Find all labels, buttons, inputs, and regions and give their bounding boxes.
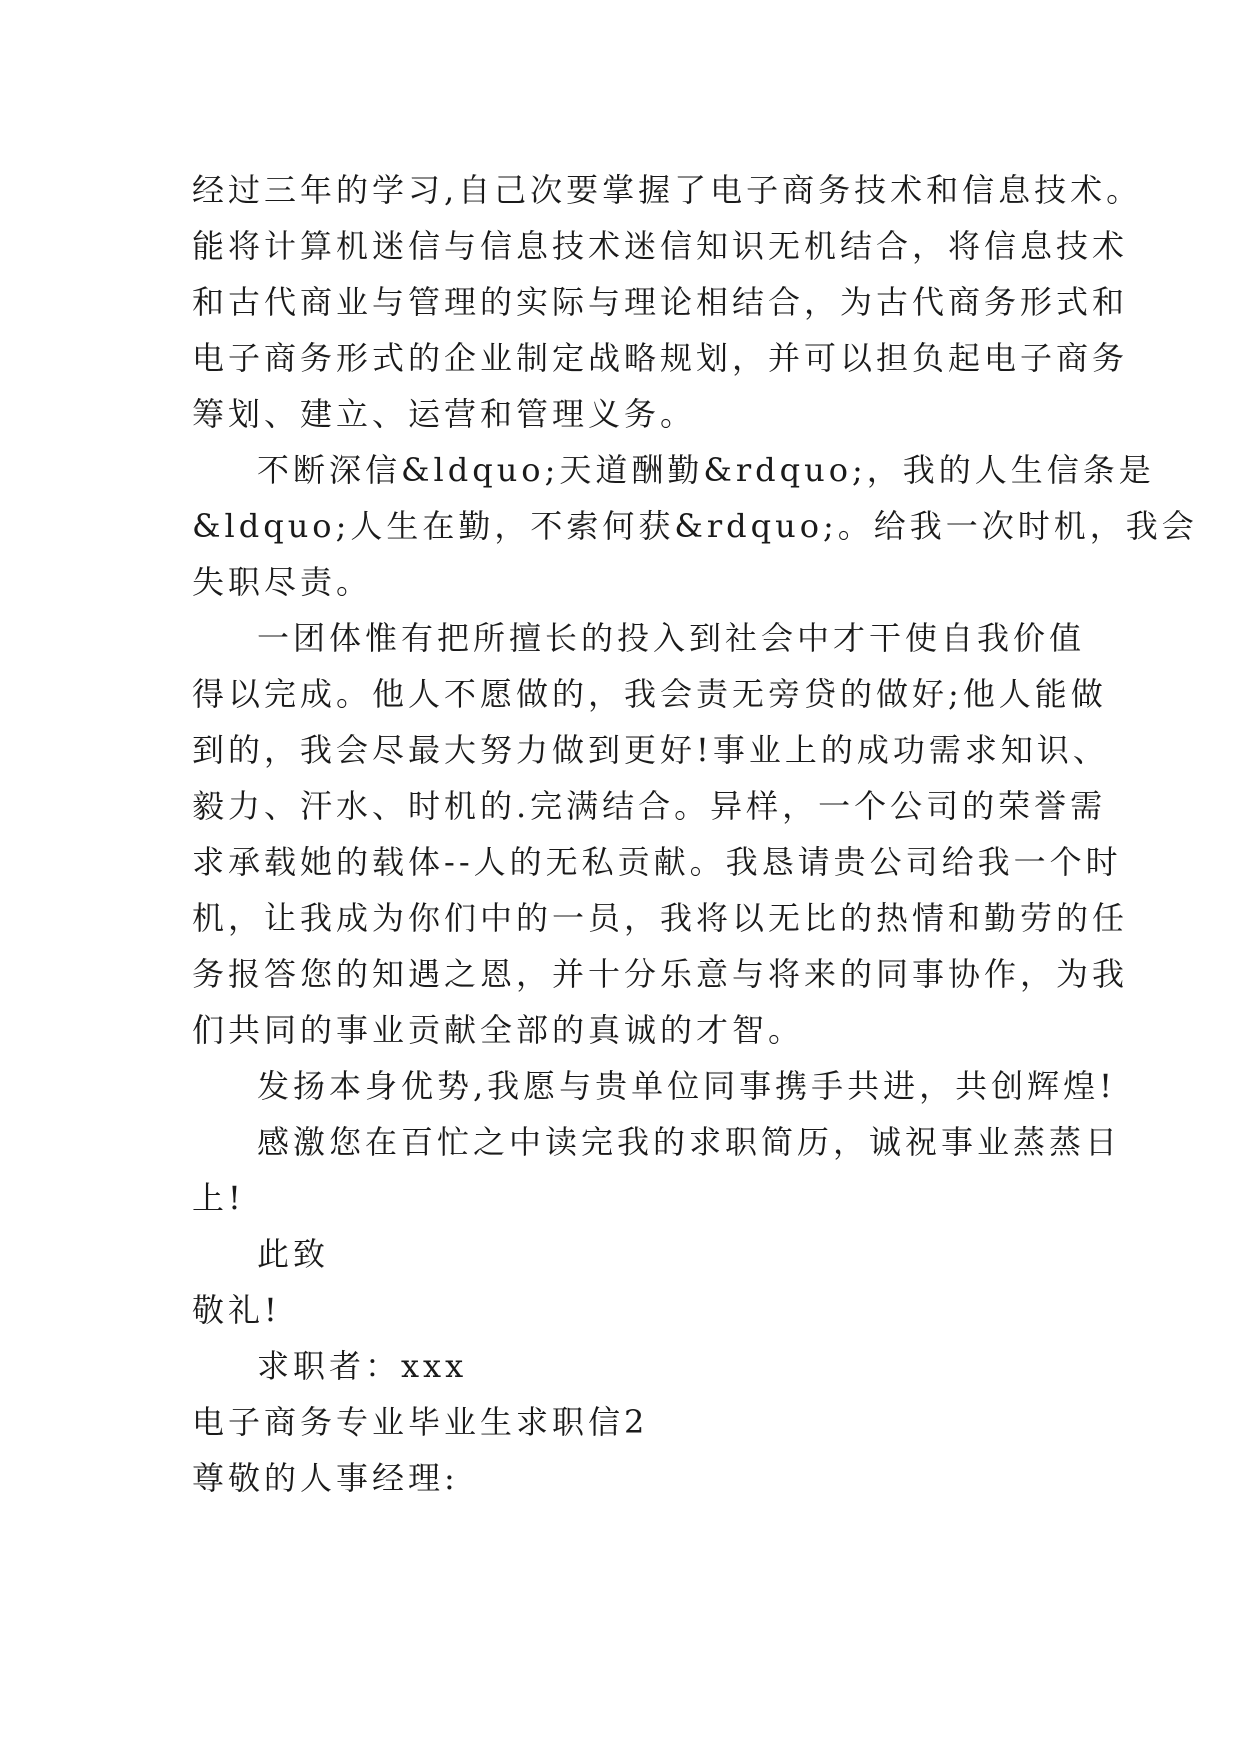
text-line: 毅力、汗水、时机的.完满结合。异样，一个公司的荣誉需 xyxy=(192,787,1107,825)
paragraph-first-line: 一团体惟有把所擅长的投入到社会中才干使自我价值 xyxy=(257,619,1086,657)
greeting: 尊敬的人事经理: xyxy=(192,1459,459,1497)
text-line: 能将计算机迷信与信息技术迷信知识无机结合，将信息技术 xyxy=(192,227,1129,265)
text-line: &ldquo;人生在勤，不索何获&rdquo;。给我一次时机，我会 xyxy=(192,507,1198,545)
text-line: 和古代商业与管理的实际与理论相结合，为古代商务形式和 xyxy=(192,283,1129,321)
section-title: 电子商务专业毕业生求职信2 xyxy=(192,1403,649,1441)
closing-regards: 敬礼! xyxy=(192,1291,281,1329)
paragraph-first-line: 感激您在百忙之中读完我的求职简历，诚祝事业蒸蒸日 xyxy=(257,1123,1122,1161)
applicant-signature: 求职者：xxx xyxy=(257,1347,468,1385)
closing-salutation: 此致 xyxy=(257,1235,330,1273)
text-line: 上! xyxy=(192,1179,245,1217)
paragraph-first-line: 不断深信&ldquo;天道酬勤&rdquo;，我的人生信条是 xyxy=(257,451,1155,489)
text-line: 到的，我会尽最大努力做到更好!事业上的成功需求知识、 xyxy=(192,731,1109,769)
text-line: 们共同的事业贡献全部的真诚的才智。 xyxy=(192,1011,805,1049)
text-line: 务报答您的知遇之恩，并十分乐意与将来的同事协作，为我 xyxy=(192,955,1129,993)
text-line: 机，让我成为你们中的一员，我将以无比的热情和勤劳的任 xyxy=(192,899,1129,937)
text-line: 求承载她的载体--人的无私贡献。我恳请贵公司给我一个时 xyxy=(192,843,1122,881)
text-line: 筹划、建立、运营和管理义务。 xyxy=(192,395,697,433)
text-line: 失职尽责。 xyxy=(192,563,373,601)
text-line: 得以完成。他人不愿做的，我会责无旁贷的做好;他人能做 xyxy=(192,675,1107,713)
text-line: 经过三年的学习,自己次要掌握了电子商务技术和信息技术。 xyxy=(192,171,1143,209)
text-line: 电子商务形式的企业制定战略规划，并可以担负起电子商务 xyxy=(192,339,1129,377)
paragraph-first-line: 发扬本身优势,我愿与贵单位同事携手共进，共创辉煌! xyxy=(257,1067,1117,1105)
